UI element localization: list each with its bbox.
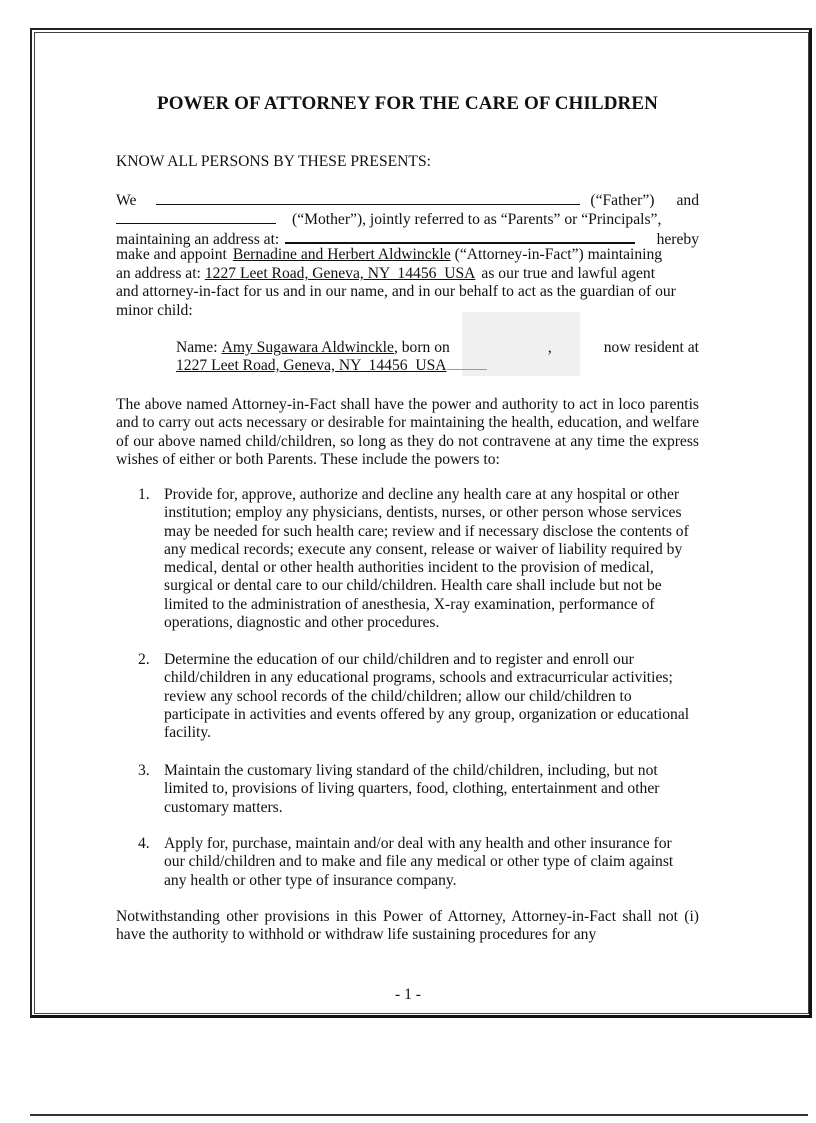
- list-item-text: Provide for, approve, authorize and decline any health care at any hospital or other institution; employ any physicians, dentists, nurses, or other person whose services may be needed for such health care; review and if necessary disclose the contents of any medical records; execute any consent, release or waiver of liability required by medical, dental or other health authorities incident to the provision of medical, surgical or dental care to our child/children. Health care shall include but not be limited to the administration of anesthesia, X-ray examination, performance of operations, diagnostic and other procedures.: [164, 486, 689, 632]
- intro-line-2: [116, 209, 699, 229]
- bottom-rule: [30, 1114, 808, 1116]
- birthdate-comma: ,: [547, 339, 552, 356]
- child-name-prefix: Name:: [176, 339, 218, 356]
- child-address-underline: [447, 359, 487, 370]
- child-address: 1227 Leet Road, Geneva, NY 14456 USA: [176, 357, 447, 374]
- attorney-address: 1227 Leet Road, Geneva, NY 14456 USA: [204, 265, 476, 282]
- intro-line-1: [116, 190, 699, 210]
- maintaining-label: maintaining an address at:: [116, 231, 280, 248]
- list-item-number: 1.: [138, 486, 150, 503]
- address-suffix: as our true and lawful agent: [481, 265, 656, 282]
- intro-line-7: minor child:: [116, 302, 193, 319]
- attorney-name: Bernadine and Herbert Aldwinckle: [232, 246, 451, 263]
- intro-line-4: [116, 246, 699, 264]
- list-item-text: Apply for, purchase, maintain and/or deal with any health and other insurance for our child/children and to make and file any medical or other type of claim against any health or other type of insurance company.: [164, 835, 674, 889]
- intro-line-6: and attorney-in-fact for us and in our name, and in our behalf to act as the guardian of our: [116, 283, 676, 300]
- hereby-label: hereby: [656, 231, 699, 248]
- appoint-suffix: (“Attorney-in-Fact”) maintaining: [454, 246, 663, 263]
- child-name: Amy Sugawara Aldwinckle: [221, 339, 394, 356]
- born-on-label: , born on: [393, 339, 450, 356]
- father-label: (“Father”): [590, 192, 655, 209]
- address-prefix: an address at:: [116, 265, 201, 282]
- know-all-heading: KNOW ALL PERSONS BY THESE PRESENTS:: [116, 153, 431, 170]
- and-label: and: [676, 192, 699, 209]
- closing-paragraph: Notwithstanding other provisions in this Power of Attorney, Attorney-in-Fact shall not (i) have the authority to withhold or withdraw life sustaining procedures for any: [116, 908, 699, 944]
- child-line-2: [176, 357, 487, 375]
- intro-line-5: [116, 265, 699, 283]
- document-title: POWER OF ATTORNEY FOR THE CARE OF CHILDREN: [157, 93, 658, 114]
- powers-paragraph: The above named Attorney-in-Fact shall have the power and authority to act in loco parentis and to carry out acts necessary or desirable for maintaining the health, education, and welfare of our above named child/children, so long as they do not contravene at any time the express wishes of either or both Parents. These include the powers to:: [116, 396, 699, 468]
- mother-label: (“Mother”), jointly referred to as “Parents” or “Principals”,: [292, 211, 662, 228]
- mother-name-field[interactable]: [116, 209, 276, 224]
- list-item-text: Maintain the customary living standard of the child/children, including, but not limited to, provisions of living quarters, food, clothing, entertainment and other customary matters.: [164, 762, 660, 816]
- list-item-number: 4.: [138, 835, 150, 852]
- appoint-prefix: make and appoint: [116, 246, 227, 263]
- we-label: We: [116, 192, 137, 209]
- resident-at-label: now resident at: [603, 339, 699, 356]
- parents-address-field[interactable]: [285, 228, 635, 244]
- list-item-number: 3.: [138, 762, 150, 779]
- list-item-number: 2.: [138, 651, 150, 668]
- child-line-1: [176, 339, 699, 357]
- page-number: - 1 -: [395, 986, 421, 1003]
- list-item-text: Determine the education of our child/children and to register and enroll our child/children in any educational programs, schools and extracurricular activities; review any school records of the child/children; allow our child/children to participate in activities and events offered by any group, organization or educational facility.: [164, 651, 690, 742]
- father-name-field[interactable]: [156, 190, 580, 205]
